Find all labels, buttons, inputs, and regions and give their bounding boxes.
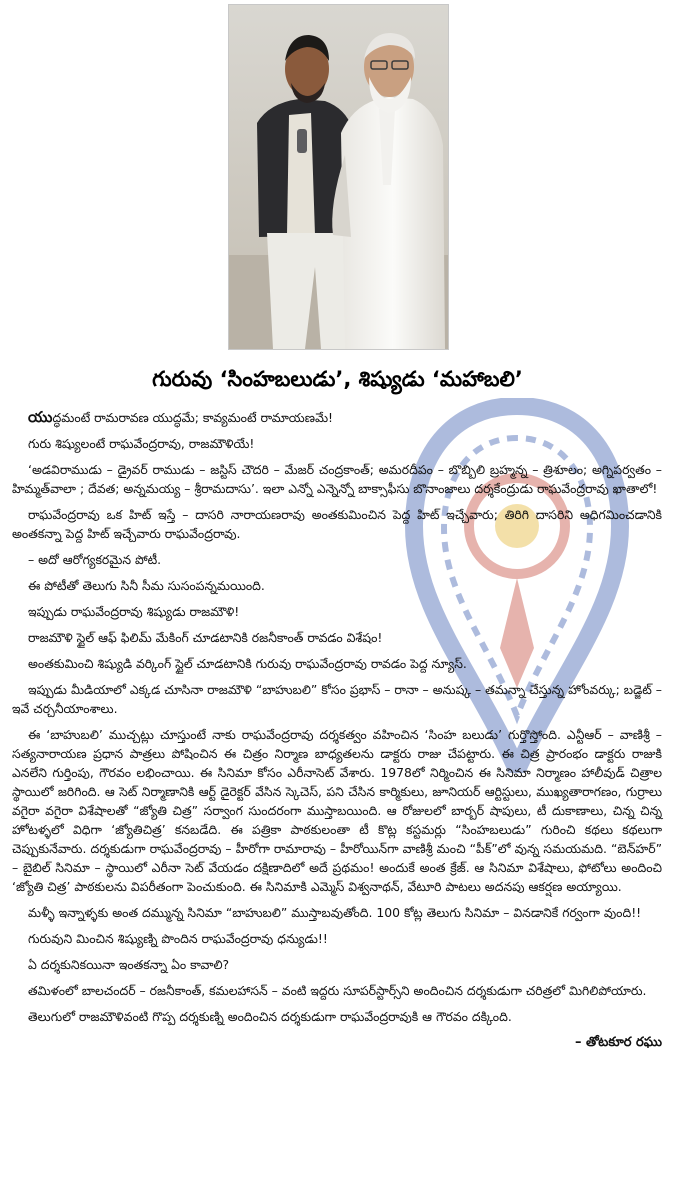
article-paragraph: అంతకుమించి శిష్యుడి వర్కింగ్ స్టైల్ చూడటానికి గురువు రాఘవేంద్రరావు రావడం పెద్ద న్యూస్. xyxy=(28,656,467,671)
drop-word: యు xyxy=(28,408,53,426)
author-signature: – తోటకూర రఘు xyxy=(574,1035,662,1050)
article-paragraph: తమిళంలో బాలచందర్ – రజనీకాంత్, కమలహాసన్ – వంటి ఇద్దరు సూపర్‌స్టార్స్‌ని అందించిన దర్శకుడుగా చరిత్రలో మిగిలిపోయారు. xyxy=(28,983,647,998)
article-photo xyxy=(228,4,449,350)
article-paragraph: తెలుగులో రాజమౌళివంటి గొప్ప దర్శకుణ్ని అందించిన దర్శకుడుగా రాఘవేంద్రరావుకి ఆ గౌరవం దక్కింది. xyxy=(28,1009,512,1024)
article-paragraph: ఏ దర్శకునికయినా ఇంతకన్నా ఏం కావాలి? xyxy=(28,957,230,972)
article-paragraph: రాజమౌళి స్టైల్ ఆఫ్ ఫిలిమ్ మేకింగ్ చూడటానికి రజనీకాంత్ రావడం విశేషం! xyxy=(28,630,383,645)
article-paragraph: రాఘవేంద్రరావు ఒక హిట్ ఇస్తే – దాసరి నారాయణరావు అంతకుమించిన పెద్ద హిట్ ఇచ్చేవారు; తిరిగి దాసరిని అధిగమించడానికి అంతకన్నా పెద్ద హిట్ ఇచ్చేవారు రాఘవేంద్రరావు. xyxy=(12,507,662,541)
headline: గురువు ‘సింహబలుడు’, శిష్యుడు ‘మహాబలి’ xyxy=(152,367,523,391)
article-paragraph: ఈ పోటీతో తెలుగు సినీ సీమ సుసంపన్నమయింది. xyxy=(28,578,265,593)
article-paragraph xyxy=(12,408,662,427)
two-men-photo-icon xyxy=(229,5,448,349)
article-paragraph: ‘అడవిరాముడు – డ్రైవర్ రాముడు – జస్టిస్ చౌదరి – మేజర్ చంద్రకాంత్; అమరదీపం – బొబ్బిలి బ్రహ్మన్న – త్రిశూలం; అగ్నిపర్వతం – హిమ్మత్‌వాలా ; దేవత; అన్నమయ్య – శ్రీరామదాసు’. ఇలా ఎన్నో ఎన్నెన్నో బాక్సాఫీసు బొనాంజాలు దర్శకేంద్రుడు రాఘవేంద్రరావు ఖాతాలో! xyxy=(12,462,662,496)
article-paragraph: ఇప్పుడు మీడియాలో ఎక్కడ చూసినా రాజమౌళి “బాహుబలి” కోసం ప్రభాస్ – రానా – అనుష్క – తమన్నా చేస్తున్న హోంవర్కు; బడ్జెట్ – ఇవే చర్చనీయాంశాలు. xyxy=(12,682,662,716)
article-paragraph: – అదో ఆరోగ్యకరమైన పోటీ. xyxy=(28,552,162,567)
article-body xyxy=(12,408,662,1059)
paragraph-text: ద్ధమంటే రామరావణ యుద్ధమే; కావ్యమంటే రామాయణమే! xyxy=(52,410,334,425)
article-paragraph: ఈ ‘బాహుబలి’ ముచ్చట్లు చూస్తుంటే నాకు రాఘవేంద్రరావు దర్శకత్వం వహించిన ‘సింహ బలుడు’ గుర్తొస్తోంది. ఎన్టీఆర్ – వాణిశ్రీ – సత్యనారాయణ ప్రధాన పాత్రలు పోషించిన ఈ చిత్రం నిర్మాణ బాధ్యతలను డాక్టరు రాజు చేపట్టారు. ఈ చిత్ర ప్రారంభం డాక్టరు రాజుకి ఎనలేని గుర్తింపు, గౌరవం లభించాయి. ఈ సినిమా కోసం ఎరీనాసెట్ వేశారు. 1978లో నిర్మించిన ఈ సినిమా నిర్మాణం హాలీవుడ్ చిత్రాల స్థాయిలో జరిగింది. ఆ సెట్ నిర్మాణానికి ఆర్ట్ డైరెక్టర్ వేసిన స్కెచెస్, పని చేసిన కార్మికులు, జూనియర్ ఆర్టిస్టులు, ముఖ్యతారాగణం, గుర్రాలు వగైరా వగైరా విశేషాలతో “జ్యోతి చిత్ర” సర్వాంగ సుందరంగా ముస్తాబయింది. ఆ రోజులలో బార్బర్ షాపులు, టీ దుకాణాలు, చిన్న చిన్న హోటళ్ళలో విధిగా ‘జ్యోతిచిత్ర’ కనబడేది. ఈ పత్రికా పాఠకులంతా టీ కొట్ల కస్టమర్లు “సింహబలుడు” గురించి కథలు కథలుగా చెప్పుకునేవారు. దర్శకుడుగా రాఘవేంద్రరావు – హీరోగా రామారావు – హీరోయిన్‌గా వాణిశ్రీ మంచి “పీక్”లో వున్న సమయమది. “బెన్‌హర్” – బైబిల్ సినిమా – స్థాయిలో ఎరీనా సెట్ వేయడం దక్షిణాదిలో అదే ప్రథమం! అందుకే అంత క్రేజ్. ఆ సినిమా విశేషాలు, ఫోటోలు అందించి ‘జ్యోతి చిత్ర’ పాఠకులను విపరీతంగా పెంచుకుంది. ఈ సినిమాకి ఎమ్మెస్ విశ్వనాథన్, వేటూరి పాటలు అదనపు ఆకర్షణ అయ్యాయి. xyxy=(12,727,662,894)
article-paragraph: గురు శిష్యులంటే రాఘవేంద్రరావు, రాజమౌళియే! xyxy=(28,436,255,451)
article-paragraph: మళ్ళీ ఇన్నాళ్ళకు అంత దమ్మున్న సినిమా “బాహుబలి” ముస్తాబవుతోంది. 100 కోట్ల తెలుగు సినిమా – వినడానికే గర్వంగా వుంది!! xyxy=(28,905,642,920)
article-paragraph: ఇప్పుడు రాఘవేంద్రరావు శిష్యుడు రాజమౌళి! xyxy=(28,604,240,619)
article-paragraph: గురువుని మించిన శిష్యుణ్ని పొందిన రాఘవేంద్రరావు ధన్యుడు!! xyxy=(28,931,328,946)
